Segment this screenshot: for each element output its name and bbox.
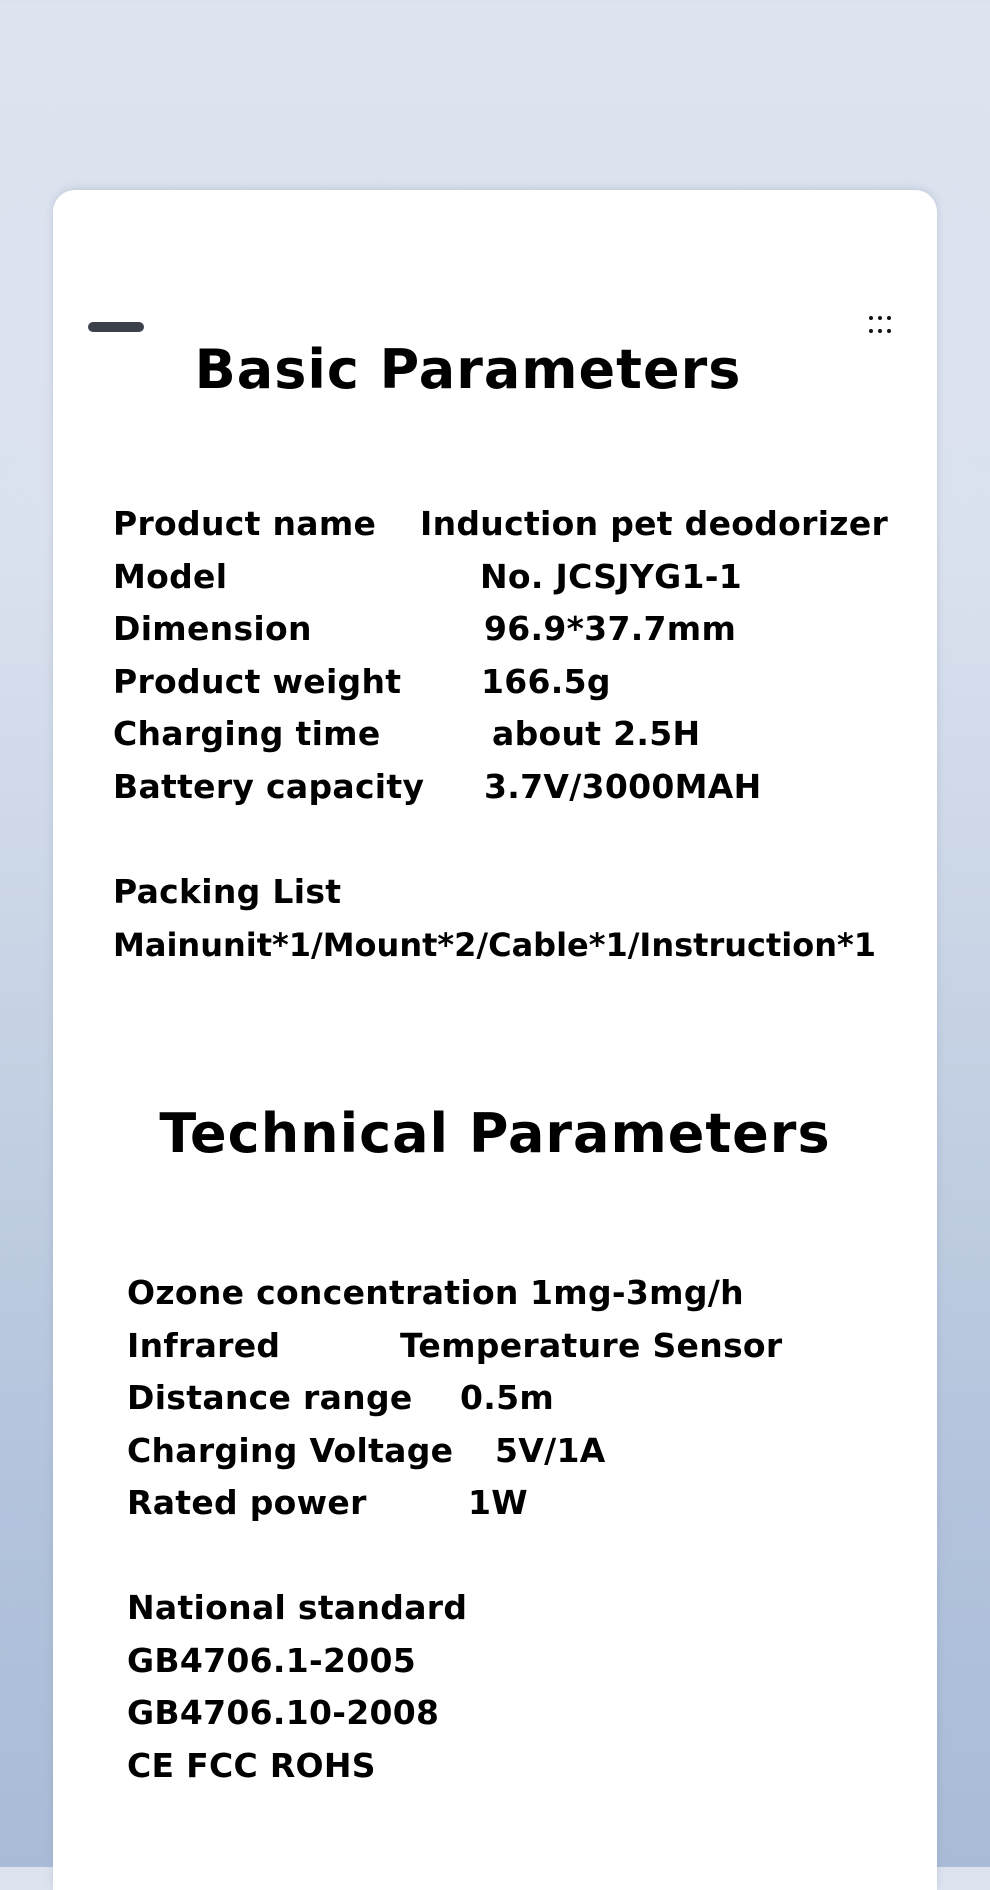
basic-row-product-weight (53, 662, 937, 702)
row-value: Temperature Sensor (400, 1326, 783, 1365)
row-label: Ozone concentration (127, 1273, 519, 1312)
tech-row-distance-range (53, 1378, 937, 1418)
parameters-card (53, 190, 937, 1890)
row-label: Dimension (113, 609, 312, 648)
standard-item: GB4706.1-2005 (127, 1641, 417, 1680)
technical-parameters-title: Technical Parameters (159, 1102, 831, 1165)
packing-list-heading: Packing List (113, 872, 342, 911)
row-value: about 2.5H (492, 714, 701, 753)
basic-row-battery-capacity (53, 767, 937, 807)
row-label: Battery capacity (113, 767, 425, 806)
packing-list-contents: Mainunit*1/Mount*2/Cable*1/Instruction*1 (113, 926, 877, 964)
standard-item: GB4706.10-2008 (127, 1693, 440, 1732)
basic-row-dimension (53, 609, 937, 649)
row-value: 1mg-3mg/h (530, 1273, 744, 1312)
row-value: Induction pet deodorizer (420, 504, 889, 543)
row-label: Infrared (127, 1326, 281, 1365)
tech-row-infrared (53, 1326, 937, 1366)
row-value: 3.7V/3000MAH (484, 767, 762, 806)
tech-row-rated-power (53, 1483, 937, 1523)
row-label: Charging Voltage (127, 1431, 454, 1470)
national-standard-heading: National standard (127, 1588, 468, 1627)
basic-row-model (53, 557, 937, 597)
row-value: 166.5g (481, 662, 611, 701)
row-label: Rated power (127, 1483, 367, 1522)
tech-row-ozone-concentration (53, 1273, 937, 1313)
row-label: Product weight (113, 662, 402, 701)
basic-row-charging-time (53, 714, 937, 754)
drag-handle-icon[interactable] (88, 322, 144, 332)
row-value: No. JCSJYG1-1 (480, 557, 742, 596)
row-value: 5V/1A (495, 1431, 606, 1470)
row-value: 1W (468, 1483, 528, 1522)
tech-row-charging-voltage (53, 1431, 937, 1471)
row-label: Product name (113, 504, 377, 543)
basic-row-product-name (53, 504, 937, 544)
basic-parameters-title: Basic Parameters (194, 338, 742, 401)
more-dots-icon[interactable] (867, 312, 897, 338)
row-label: Distance range (127, 1378, 413, 1417)
row-value: 0.5m (460, 1378, 555, 1417)
row-label: Model (113, 557, 228, 596)
row-value: 96.9*37.7mm (484, 609, 737, 648)
row-label: Charging time (113, 714, 381, 753)
standard-item: CE FCC ROHS (127, 1746, 376, 1785)
